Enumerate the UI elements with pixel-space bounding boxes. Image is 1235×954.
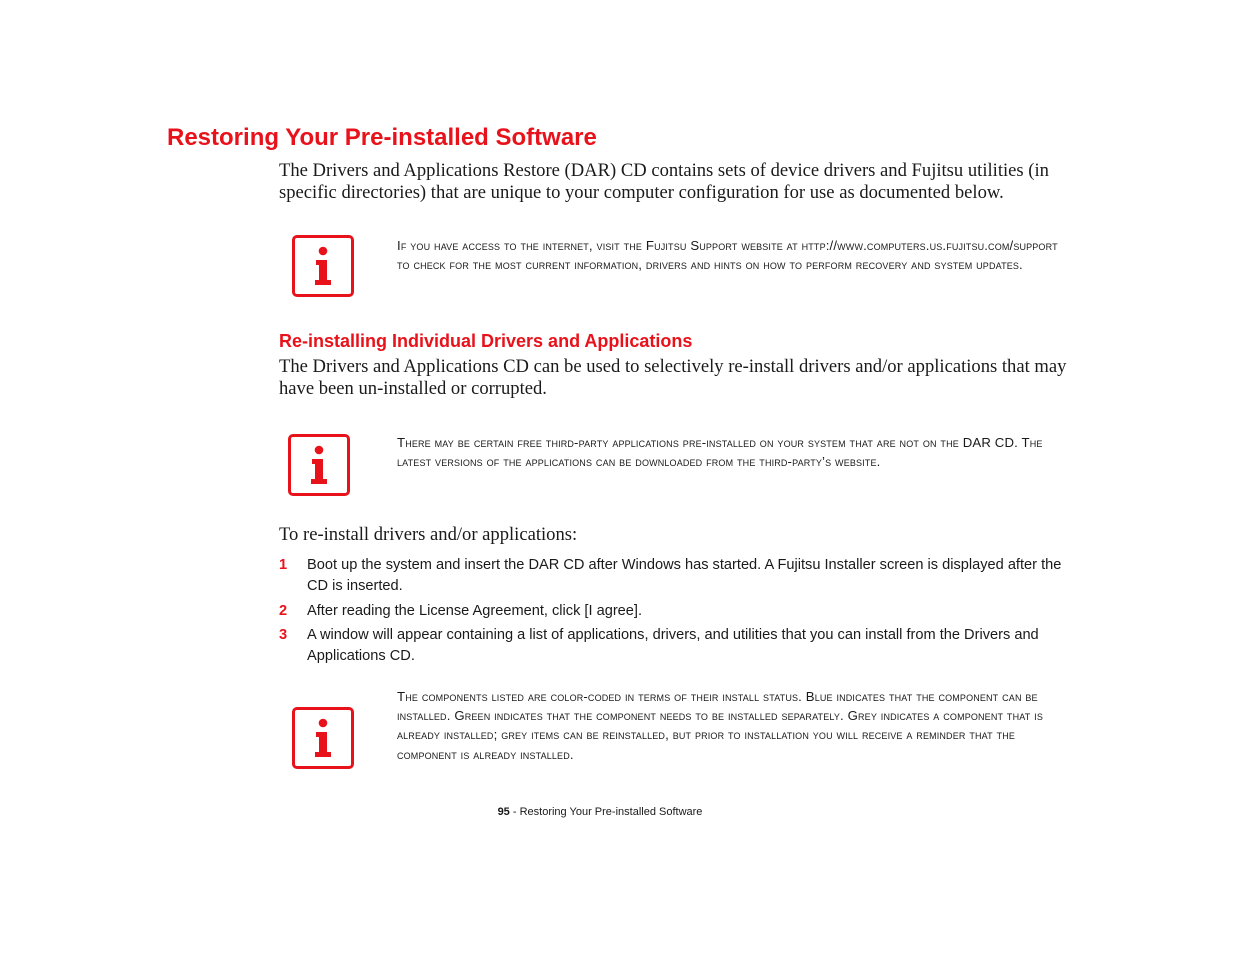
section-title: Re-installing Individual Drivers and Applications <box>279 331 693 351</box>
step-number: 3 <box>279 627 288 643</box>
list-item <box>279 601 1069 622</box>
steps-intro: To re-install drivers and/or applications: <box>279 524 578 545</box>
footer-label: Restoring Your Pre-installed Software <box>519 806 703 818</box>
page-title: Restoring Your Pre-installed Software <box>167 124 597 151</box>
step-text: After reading the License Agreement, click [I agree]. <box>307 603 643 619</box>
section-paragraph: The Drivers and Applications CD can be used to selectively re-install drivers and/or applications that may have been un-installed or corrupted. <box>279 356 1067 399</box>
list-item <box>279 625 1069 667</box>
footer-separator: - <box>509 806 520 818</box>
page-number: 95 <box>497 806 510 818</box>
step-number: 1 <box>279 557 288 573</box>
note-third-party: There may be certain free third-party applications pre-installed on your system that are not on the DAR CD. The latest versions of the applications can be downloaded from the third-party’s website. <box>397 435 1043 470</box>
info-icon <box>292 707 354 769</box>
list-item <box>279 555 1069 597</box>
step-text: A window will appear containing a list of applications, drivers, and utilities that you can install from the Drivers and Applications CD. <box>307 627 1039 664</box>
step-number: 2 <box>279 603 288 619</box>
step-text: Boot up the system and insert the DAR CD after Windows has started. A Fujitsu Installer screen is displayed after the CD is inserted. <box>307 557 1062 594</box>
info-icon <box>292 235 354 297</box>
info-icon <box>288 434 350 496</box>
note-internet-support: If you have access to the internet, visit the Fujitsu Support website at http://www.computers.us.fujitsu.com/support to check for the most current information, drivers and hints on how to perform recovery and system updates. <box>397 238 1058 273</box>
intro-paragraph: The Drivers and Applications Restore (DAR) CD contains sets of device drivers and Fujitsu utilities (in specific directories) that are unique to your computer configuration for use as documented below. <box>279 160 1049 203</box>
note-color-coding: The components listed are color-coded in terms of their install status. Blue indicates that the component can be installed. Green indicates that the component needs to be installed separately. Grey indicates a component that is already installed; grey items can be reinstalled, but prior to installation you will receive a reminder that the component is already installed. <box>397 689 1043 762</box>
page-footer <box>0 806 1200 818</box>
